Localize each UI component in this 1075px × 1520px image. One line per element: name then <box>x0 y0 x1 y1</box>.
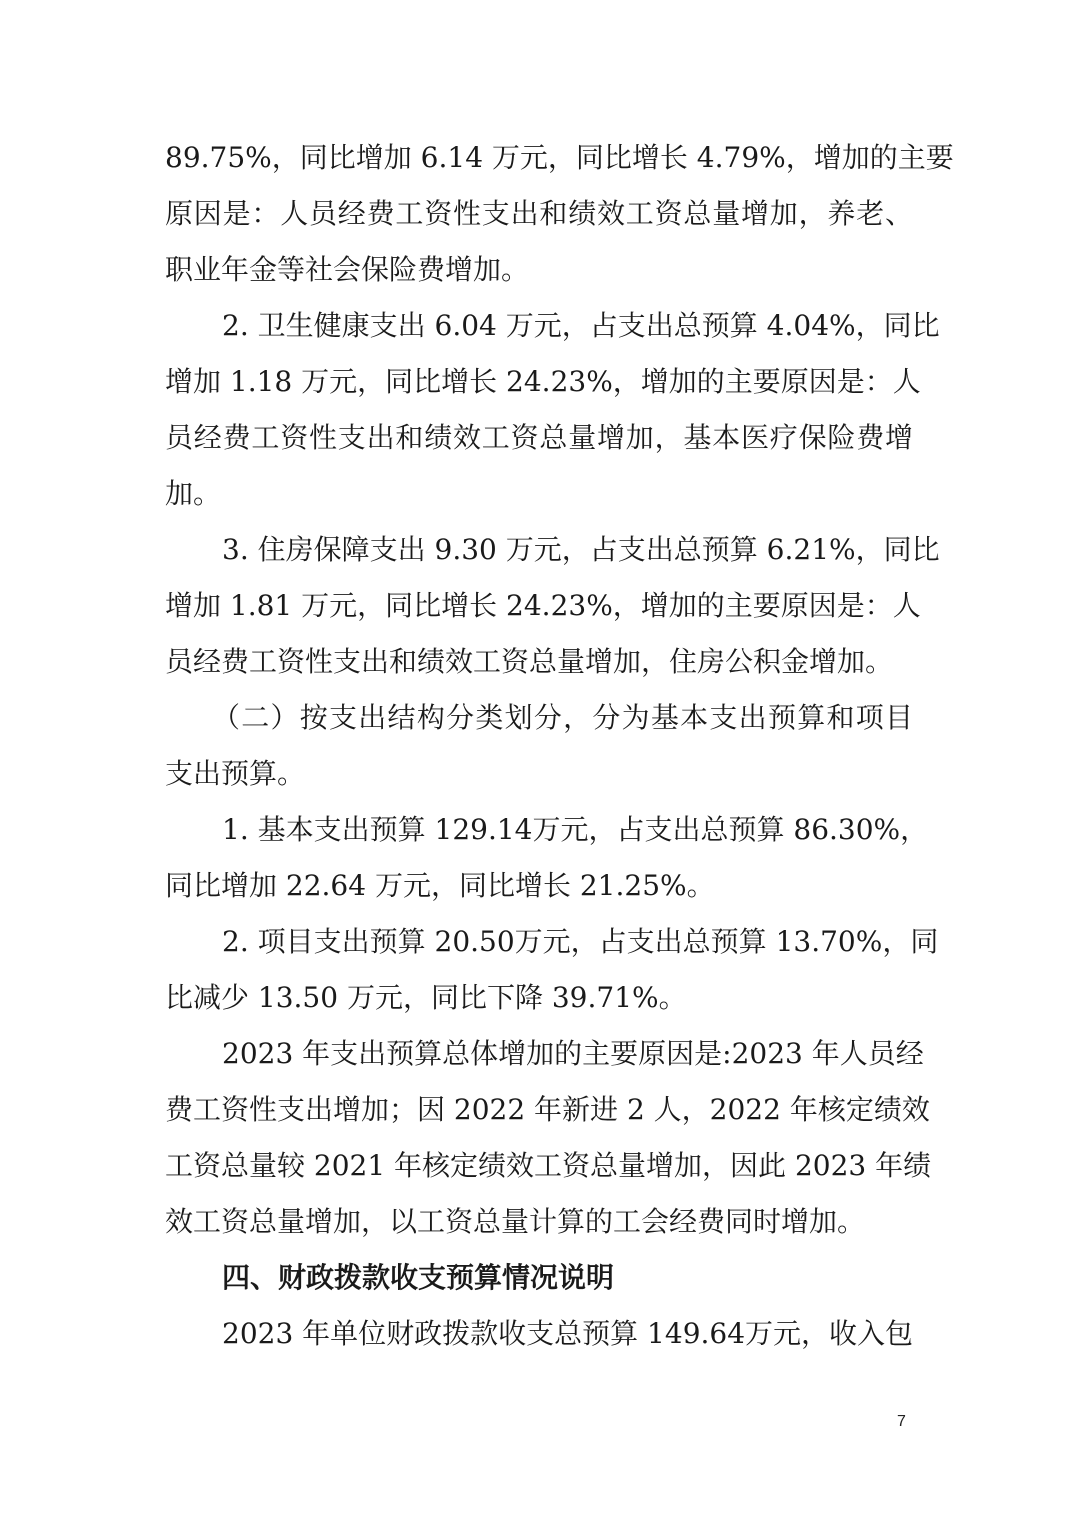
paragraph-line: 费工资性支出增加；因 2022 年新进 2 人，2022 年核定绩效 <box>165 1093 930 1126</box>
paragraph-line: 2. 卫生健康支出 6.04 万元，占支出总预算 4.04%，同比 <box>222 309 940 342</box>
paragraph-line: 支出预算。 <box>165 757 306 790</box>
paragraph-line: 原因是：人员经费工资性支出和绩效工资总量增加，养老、 <box>165 197 913 230</box>
paragraph-line: 员经费工资性支出和绩效工资总量增加，住房公积金增加。 <box>165 645 894 678</box>
paragraph-line: 2023 年单位财政拨款收支总预算 149.64万元，收入包 <box>222 1317 914 1350</box>
paragraph-line: 效工资总量增加，以工资总量计算的工会经费同时增加。 <box>165 1205 866 1238</box>
paragraph-line: 加。 <box>165 477 222 510</box>
paragraph-line: 2023 年支出预算总体增加的主要原因是:2023 年人员经 <box>222 1037 924 1070</box>
paragraph-line: 工资总量较 2021 年核定绩效工资总量增加，因此 2023 年绩 <box>165 1149 932 1182</box>
paragraph-line: 增加 1.18 万元，同比增长 24.23%，增加的主要原因是：人 <box>165 365 921 398</box>
paragraph-line: 职业年金等社会保险费增加。 <box>165 253 530 286</box>
paragraph-line: 增加 1.81 万元，同比增长 24.23%，增加的主要原因是：人 <box>165 589 921 622</box>
paragraph-line: 同比增加 22.64 万元，同比增长 21.25%。 <box>165 869 715 902</box>
paragraph-line: 2. 项目支出预算 20.50万元，占支出总预算 13.70%，同 <box>222 925 939 958</box>
paragraph-line: 89.75%，同比增加 6.14 万元，同比增长 4.79%，增加的主要 <box>165 141 954 174</box>
paragraph-line: 3. 住房保障支出 9.30 万元，占支出总预算 6.21%，同比 <box>222 533 940 566</box>
paragraph-line: 比减少 13.50 万元，同比下降 39.71%。 <box>165 981 687 1014</box>
section-heading: 四、财政拨款收支预算情况说明 <box>222 1261 615 1294</box>
paragraph-line: 员经费工资性支出和绩效工资总量增加，基本医疗保险费增 <box>165 421 913 454</box>
page-number: 7 <box>897 1413 906 1430</box>
paragraph-line: 1. 基本支出预算 129.14万元，占支出总预算 86.30%， <box>222 813 929 846</box>
paragraph-line: （二）按支出结构分类划分，分为基本支出预算和项目 <box>212 701 913 734</box>
